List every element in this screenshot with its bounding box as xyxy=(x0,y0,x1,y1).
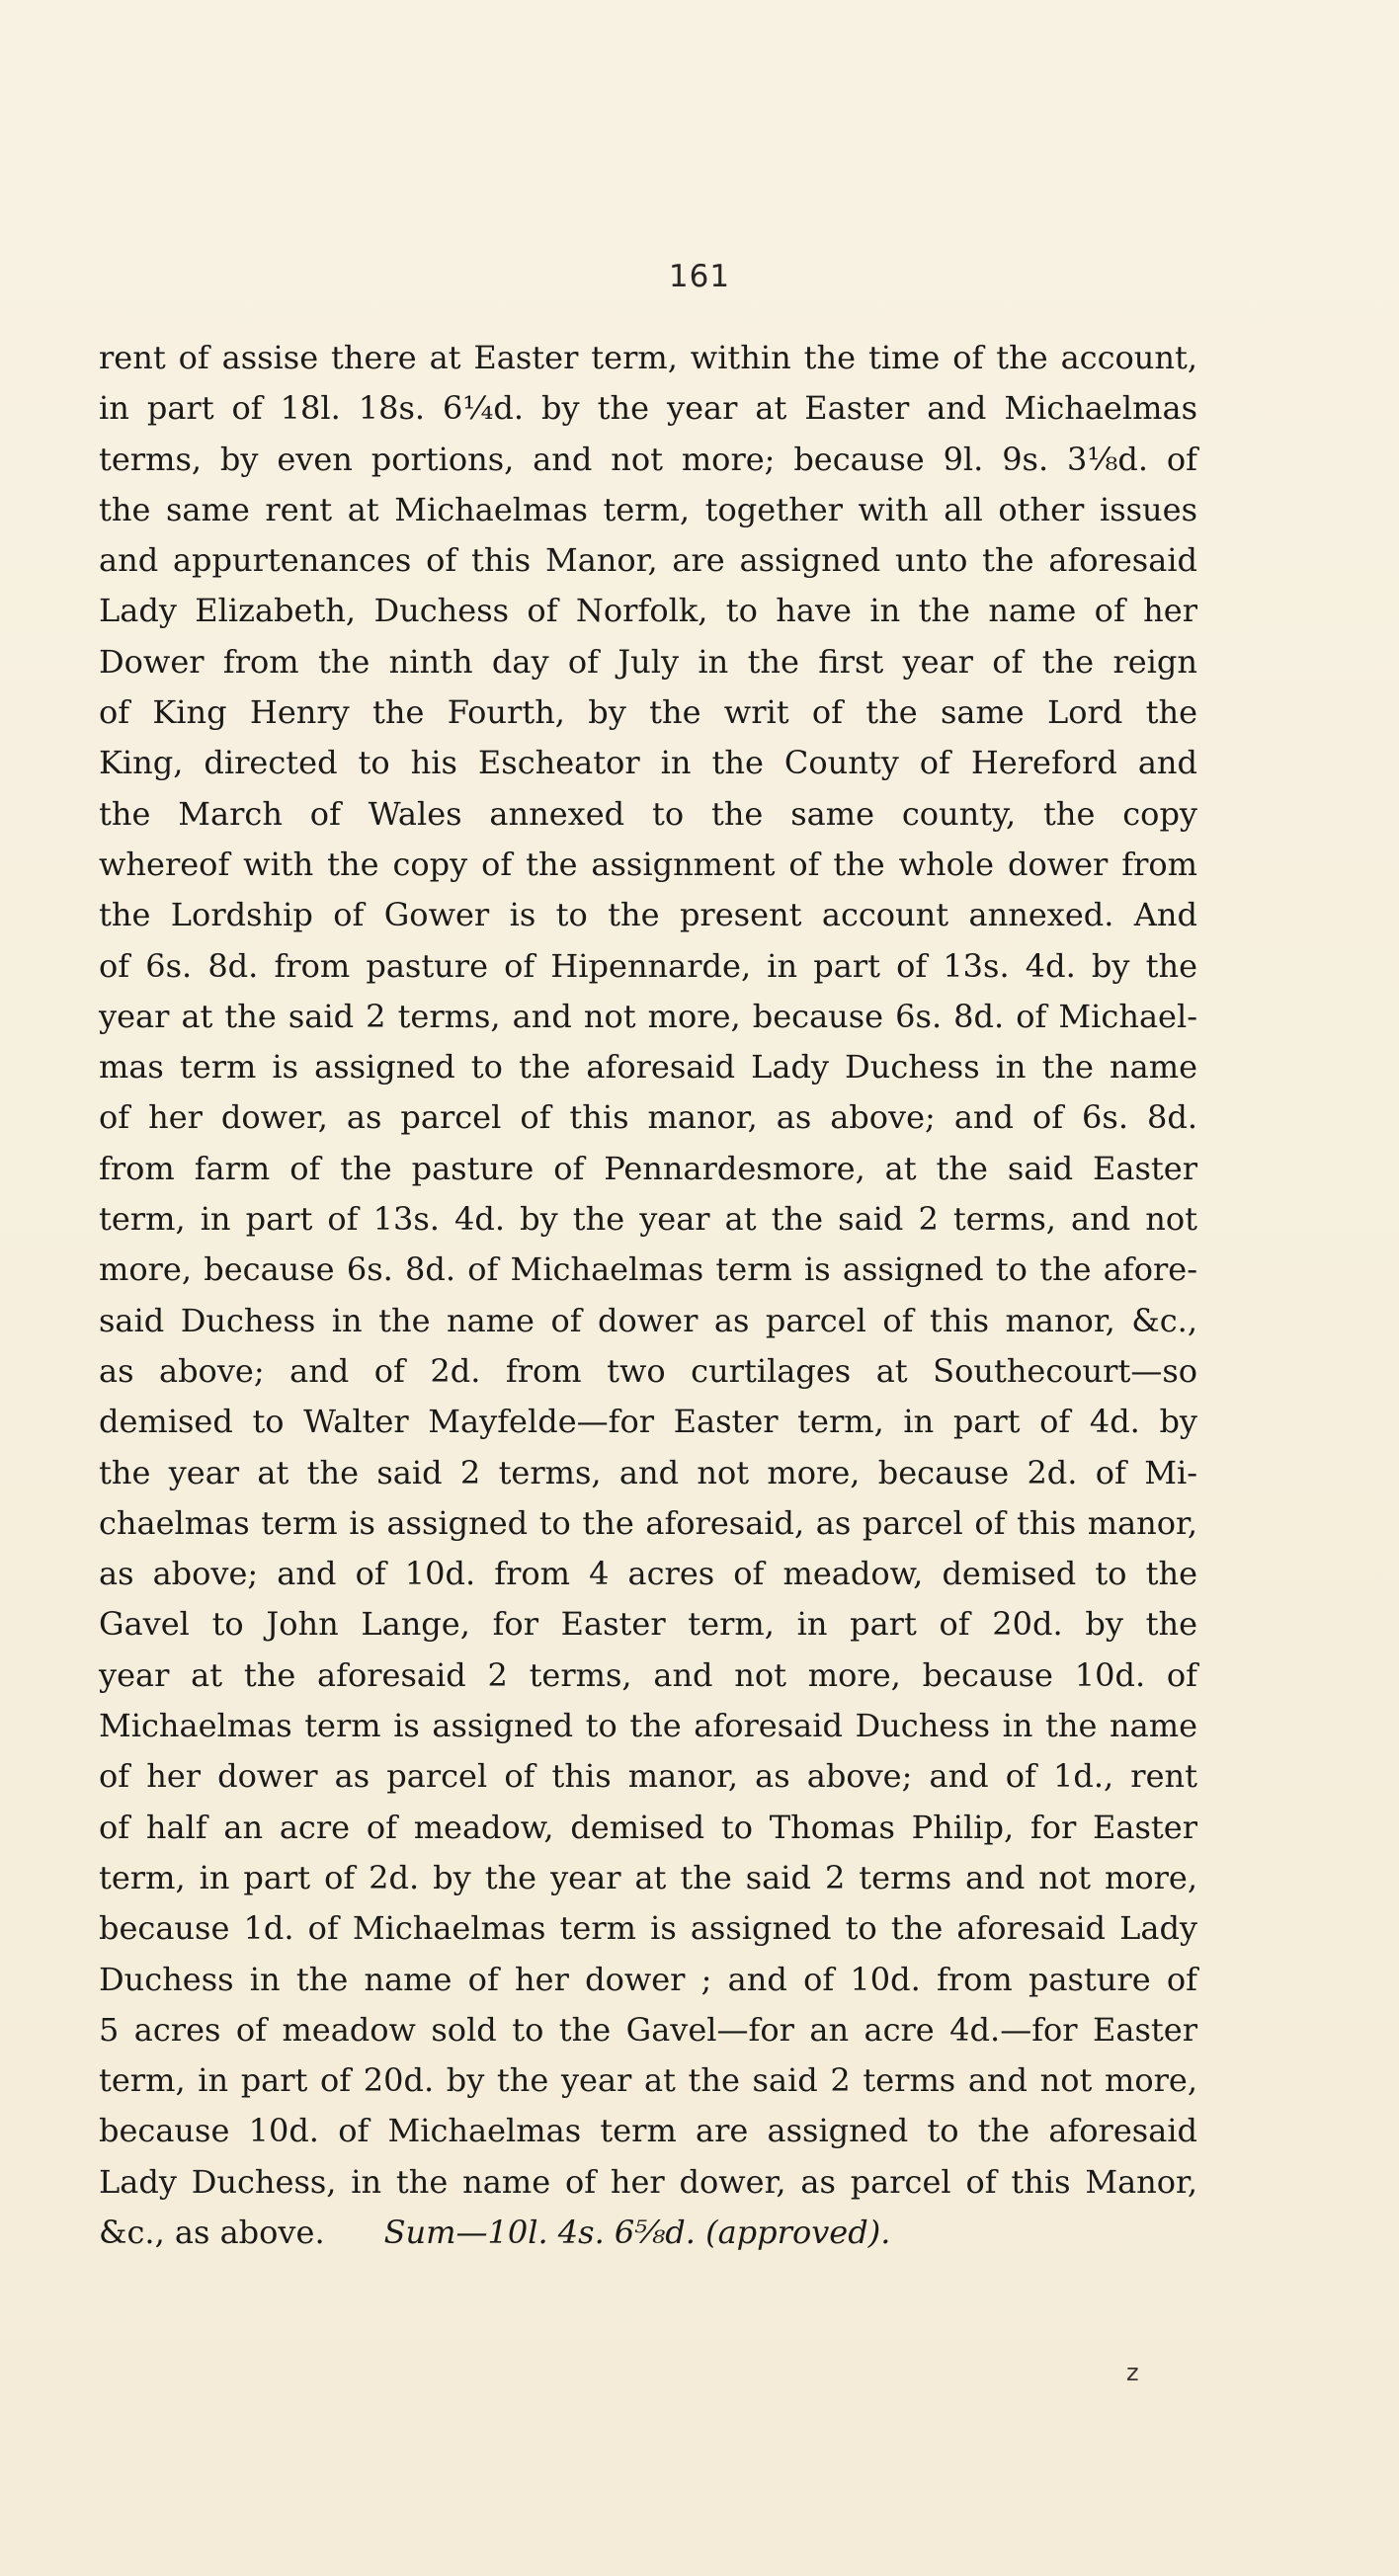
text-line: mas term is assigned to the aforesaid Lady Duchess in the name xyxy=(99,1048,1197,1087)
text-line: Lady Duchess, in the name of her dower, as parcel of this Manor, xyxy=(99,2162,1197,2201)
text-line: Gavel to John Lange, for Easter term, in part of 20d. by the xyxy=(99,1605,1197,1644)
text-line: the March of Wales annexed to the same county, the copy xyxy=(99,794,1197,833)
text-line: of King Henry the Fourth, by the writ of the same Lord the xyxy=(99,693,1197,732)
text-line: chaelmas term is assigned to the aforesaid, as parcel of this manor, xyxy=(99,1503,1197,1542)
text-line: Lady Elizabeth, Duchess of Norfolk, to have in the name of her xyxy=(99,592,1197,630)
final-line xyxy=(99,2208,1197,2258)
text-line: of 6s. 8d. from pasture of Hipennarde, in part of 13s. 4d. by the xyxy=(99,946,1197,985)
text-line: and appurtenances of this Manor, are assigned unto the aforesaid xyxy=(99,541,1197,580)
text-line: because 10d. of Michaelmas term are assigned to the aforesaid xyxy=(99,2112,1197,2150)
text-line: the same rent at Michaelmas term, together with all other issues xyxy=(99,490,1197,528)
text-line: of half an acre of meadow, demised to Thomas Philip, for Easter xyxy=(99,1808,1197,1846)
text-line: from farm of the pasture of Pennardesmore, at the said Easter xyxy=(99,1149,1197,1187)
text-line: term, in part of 20d. by the year at the said 2 terms and not more, xyxy=(99,2061,1197,2100)
text-line: whereof with the copy of the assignment of the whole dower from xyxy=(99,845,1197,883)
text-line: Duchess in the name of her dower ; and of 10d. from pasture of xyxy=(99,1960,1197,1998)
text-line: Dower from the ninth day of July in the first year of the reign xyxy=(99,642,1197,681)
text-line: the Lordship of Gower is to the present account annexed. And xyxy=(99,896,1197,934)
text-line: King, directed to his Escheator in the County of Hereford and xyxy=(99,744,1197,782)
text-line: said Duchess in the name of dower as parcel of this manor, &c., xyxy=(99,1301,1197,1339)
text-line: Michaelmas term is assigned to the aforesaid Duchess in the name xyxy=(99,1707,1197,1745)
text-line: as above; and of 10d. from 4 acres of meadow, demised to the xyxy=(99,1555,1197,1593)
text-line: rent of assise there at Easter term, within the time of the account, xyxy=(99,339,1197,376)
text-line: 5 acres of meadow sold to the Gavel—for an acre 4d.—for Easter xyxy=(99,2010,1197,2049)
text-line: demised to Walter Mayfelde—for Easter term, in part of 4d. by xyxy=(99,1403,1197,1441)
text-line: term, in part of 13s. 4d. by the year at the said 2 terms, and not xyxy=(99,1200,1197,1239)
signature-mark: z xyxy=(1126,2359,1139,2386)
text-line: the year at the said 2 terms, and not more, because 2d. of Mi- xyxy=(99,1453,1197,1491)
text-line: in part of 18l. 18s. 6¼d. by the year at Easter and Michaelmas xyxy=(99,389,1197,428)
text-line: terms, by even portions, and not more; because 9l. 9s. 3⅛d. of xyxy=(99,440,1197,478)
sum-total: Sum—10l. 4s. 6⅝d. (approved). xyxy=(383,2213,891,2251)
final-line-text: &c., as above. xyxy=(99,2213,325,2251)
text-line: of her dower as parcel of this manor, as above; and of 1d., rent xyxy=(99,1757,1197,1796)
text-line: year at the said 2 terms, and not more, because 6s. 8d. of Michael- xyxy=(99,997,1197,1035)
text-line: as above; and of 2d. from two curtilages at Southecourt—so xyxy=(99,1351,1197,1390)
text-line: term, in part of 2d. by the year at the said 2 terms and not more, xyxy=(99,1858,1197,1896)
text-line: of her dower, as parcel of this manor, as above; and of 6s. 8d. xyxy=(99,1098,1197,1137)
text-line: year at the aforesaid 2 terms, and not more, because 10d. of xyxy=(99,1655,1197,1694)
text-line: more, because 6s. 8d. of Michaelmas term is assigned to the afore- xyxy=(99,1250,1197,1289)
body-text xyxy=(99,333,1197,2258)
text-line: because 1d. of Michaelmas term is assigned to the aforesaid Lady xyxy=(99,1909,1197,1948)
page-number: 161 xyxy=(668,259,731,294)
